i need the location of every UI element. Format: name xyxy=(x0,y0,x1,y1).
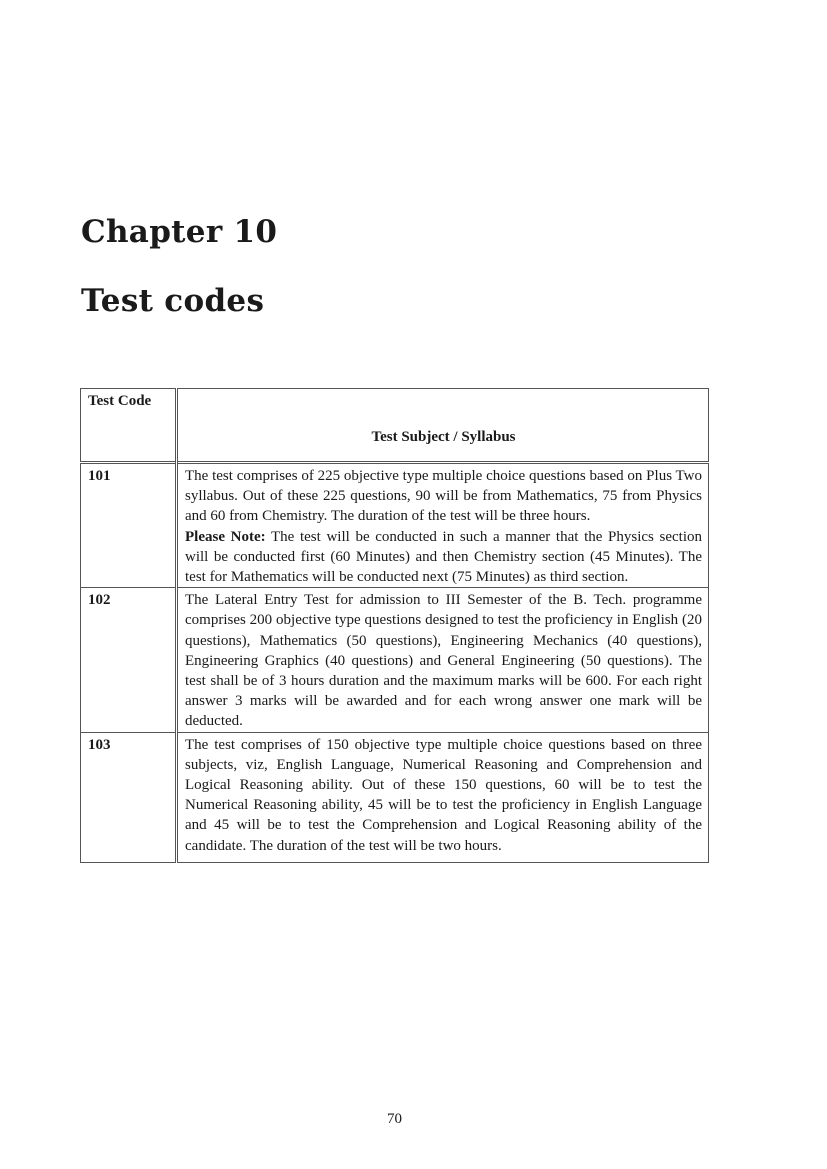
test-code-cell: 101 xyxy=(81,463,177,588)
header-test-subject: Test Subject / Syllabus xyxy=(177,389,709,463)
page-number: 70 xyxy=(387,1111,402,1127)
test-description-cell xyxy=(177,588,709,732)
test-description-cell xyxy=(177,463,709,588)
test-code-cell: 102 xyxy=(81,588,177,732)
note-label: Please Note: xyxy=(185,528,266,545)
test-codes-table xyxy=(80,388,709,863)
note-text: The test will be conducted in such a manner that the Physics section will be conducted first (60 Minutes) and then Chemistry section (45 Minutes). The test for Mathematics will be conducted next (75 Minutes) as third section. xyxy=(185,528,703,586)
test-description-text: The test comprises of 150 objective type multiple choice questions based on three subjects, viz, English Language, Numerical Reasoning and Comprehension and Logical Reasoning ability. Out of these 150 questions, 60 will be to test the Numerical Reasoning ability, 45 will be to test the proficiency in English Language and 45 will be to test the Comprehension and Logical Reasoning ability of the candidate. The duration of the test will be two hours. xyxy=(185,736,702,854)
chapter-title: Test codes xyxy=(81,283,265,319)
test-description-cell xyxy=(177,732,709,862)
table-row xyxy=(81,463,709,588)
chapter-label: Chapter 10 xyxy=(81,214,278,250)
test-description-text: The Lateral Entry Test for admission to III Semester of the B. Tech. programme comprises 200 objective type questions designed to test the proficiency in English (20 questions), Mathematics (50 questions), Engineering Mechanics (40 questions), Engineering Graphics (40 questions) and General Engineering (50 questions). The test shall be of 3 hours duration and the maximum marks will be 600. For each right answer 3 marks will be awarded and for each wrong answer one mark will be deducted. xyxy=(185,592,702,730)
table-header-row xyxy=(81,389,709,463)
test-code-cell: 103 xyxy=(81,732,177,862)
table-row xyxy=(81,732,709,862)
header-test-code: Test Code xyxy=(81,389,177,463)
test-description-text: The test comprises of 225 objective type multiple choice questions based on Plus Two syllabus. Out of these 225 questions, 90 will be from Mathematics, 75 from Physics and 60 from Chemistry. The duration of the test will be three hours. xyxy=(185,468,702,525)
table-row xyxy=(81,588,709,732)
